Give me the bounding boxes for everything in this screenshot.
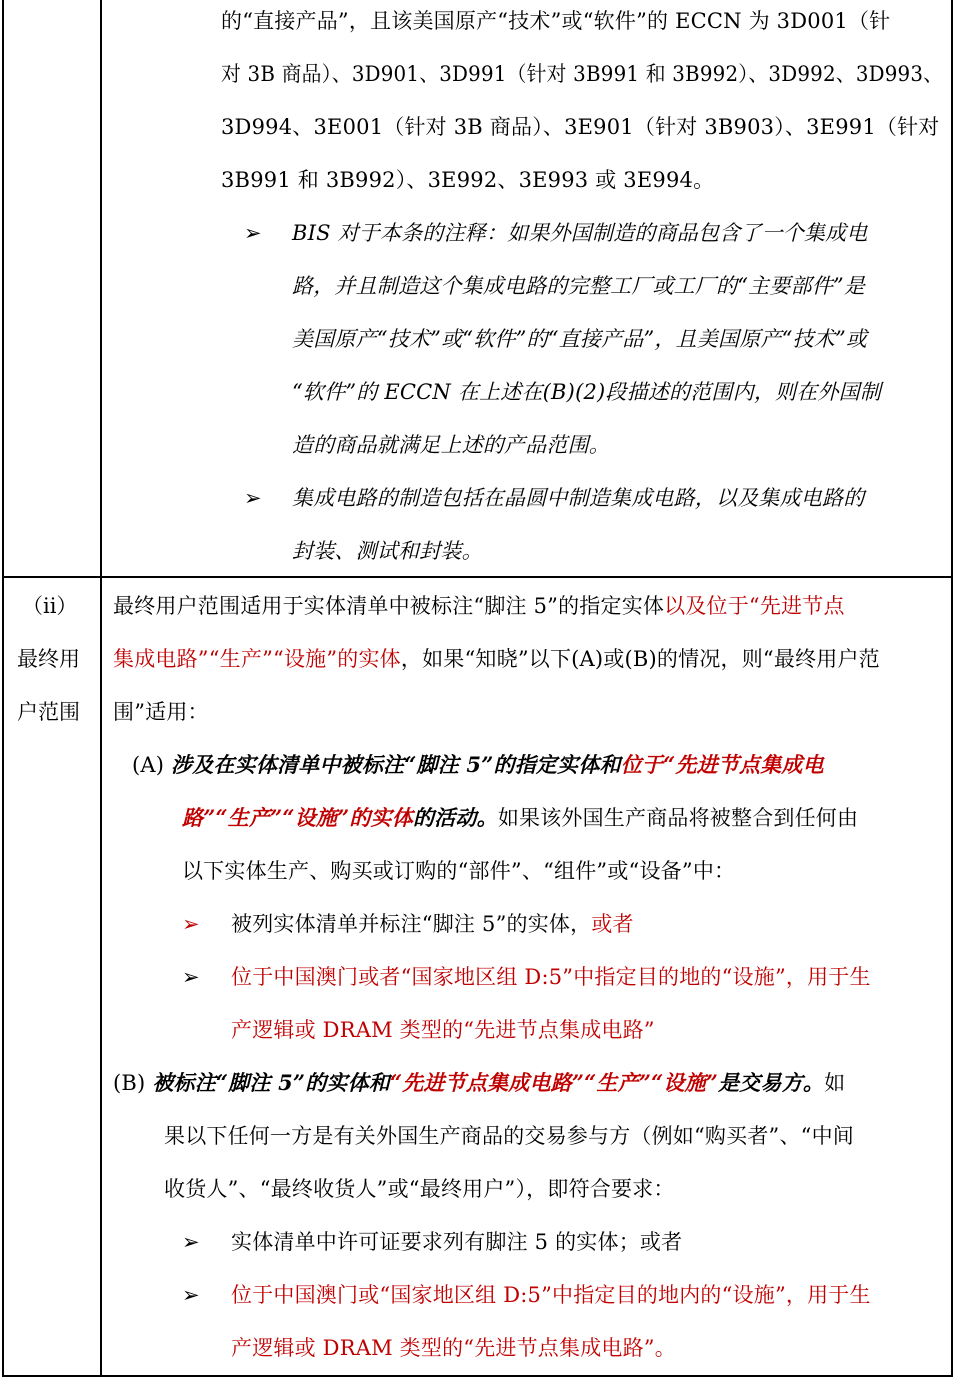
intro-text: ，如果“知晓”以下(A)或(B)的情况，则“最终用户范	[400, 647, 880, 671]
bis-note-line: 造的商品就满足上述的产品范围。	[292, 433, 610, 457]
item-a-text: 如果该外国生产商品将被整合到任何由	[497, 806, 859, 830]
item-b-bullet: 位于中国澳门或“国家地区组 D:5”中指定目的地内的“设施”，用于生	[231, 1283, 871, 1307]
bullet-text-red: 或者	[591, 912, 634, 936]
paragraph-line: 3B991 和 3B992）、3E992、3E993 或 3E994。	[221, 168, 715, 192]
intro-line	[113, 591, 845, 621]
intro-line: 围”适用：	[113, 700, 209, 724]
arrow-bullet-icon: ➢	[182, 912, 200, 936]
item-b-text: 如	[824, 1071, 846, 1095]
arrow-bullet-icon: ➢	[244, 221, 262, 245]
item-a-bullet: 位于中国澳门或者“国家地区组 D:5”中指定目的地的“设施”，用于生	[231, 965, 871, 989]
arrow-bullet-icon: ➢	[182, 1283, 200, 1307]
paragraph-line: 的“直接产品”，且该美国原产“技术”或“软件”的 ECCN 为 3D001（针	[221, 9, 891, 33]
item-a-heading-red: 路”“生产”“设施”的实体	[182, 805, 413, 830]
item-a-heading-red: 位于“先进节点集成电	[620, 752, 824, 777]
bis-note-line: “软件”的 ECCN 在上述在(B)(2)段描述的范围内，则在外国制	[292, 380, 882, 404]
row-label-number: （ii）	[22, 594, 78, 618]
item-a-marker: (A)	[132, 753, 165, 777]
table-border-right	[951, 0, 953, 1377]
item-b-line: 果以下任何一方是有关外国生产商品的交易参与方（例如“购买者”、“中间	[164, 1124, 855, 1148]
arrow-bullet-icon: ➢	[182, 965, 200, 989]
paragraph-line: 3D994、3E001（针对 3B 商品）、3E901（针对 3B903）、3E991（针对	[221, 115, 940, 139]
intro-text-red: 集成电路”“生产”“设施”的实体	[113, 647, 401, 671]
row-label: 最终用	[17, 647, 80, 671]
item-b-marker: (B)	[113, 1071, 146, 1095]
bis-note-line: 路，并且制造这个集成电路的完整工厂或工厂的“主要部件”是	[292, 274, 866, 298]
item-b-heading-red: “先进节点集成电路”“生产”“设施”	[390, 1070, 719, 1095]
item-a-heading: 的活动。	[413, 805, 498, 830]
item-a-line	[182, 803, 858, 833]
intro-text: 最终用户范围适用于实体清单中被标注“脚注 5”的指定实体	[113, 594, 665, 618]
intro-text-red: 以及位于“先进节点	[664, 594, 845, 618]
ic-manufacturing-note-line: 封装、测试和封装。	[292, 539, 483, 563]
table-border-bottom	[2, 1375, 953, 1377]
bis-note-line: 美国原产“技术”或“软件”的“直接产品”，且美国原产“技术”或	[292, 327, 868, 351]
table-divider	[100, 0, 102, 1377]
bis-note-line: BIS 对于本条的注释：如果外国制造的商品包含了一个集成电	[292, 221, 868, 245]
item-a-line: 以下实体生产、购买或订购的“部件”、“组件”或“设备”中：	[182, 859, 736, 883]
item-a-heading: 涉及在实体清单中被标注“脚注 5”的指定实体和	[171, 752, 621, 777]
item-b-heading: 被标注“脚注 5”的实体和	[152, 1070, 390, 1095]
intro-line	[113, 644, 880, 674]
item-a-bullet	[231, 909, 634, 939]
item-a-bullet: 产逻辑或 DRAM 类型的“先进节点集成电路”	[231, 1018, 655, 1042]
bullet-text: 被列实体清单并标注“脚注 5”的实体，	[231, 912, 592, 936]
arrow-bullet-icon: ➢	[182, 1230, 200, 1254]
paragraph-line: 对 3B 商品）、3D901、3D991（针对 3B991 和 3B992）、3D992、3D993、	[221, 62, 944, 86]
table-border-left	[2, 0, 4, 1377]
arrow-bullet-icon: ➢	[244, 486, 262, 510]
item-b-bullet: 实体清单中许可证要求列有脚注 5 的实体；或者	[231, 1230, 683, 1254]
row-label: 户范围	[17, 700, 80, 724]
item-a-line	[132, 750, 824, 780]
item-b-line	[113, 1068, 845, 1098]
ic-manufacturing-note-line: 集成电路的制造包括在晶圆中制造集成电路，以及集成电路的	[292, 486, 865, 510]
item-b-bullet: 产逻辑或 DRAM 类型的“先进节点集成电路”。	[231, 1336, 676, 1360]
row-separator	[2, 576, 953, 578]
item-b-line: 收货人”、“最终收货人”或“最终用户”），即符合要求：	[164, 1177, 675, 1201]
item-b-heading: 是交易方。	[718, 1070, 825, 1095]
